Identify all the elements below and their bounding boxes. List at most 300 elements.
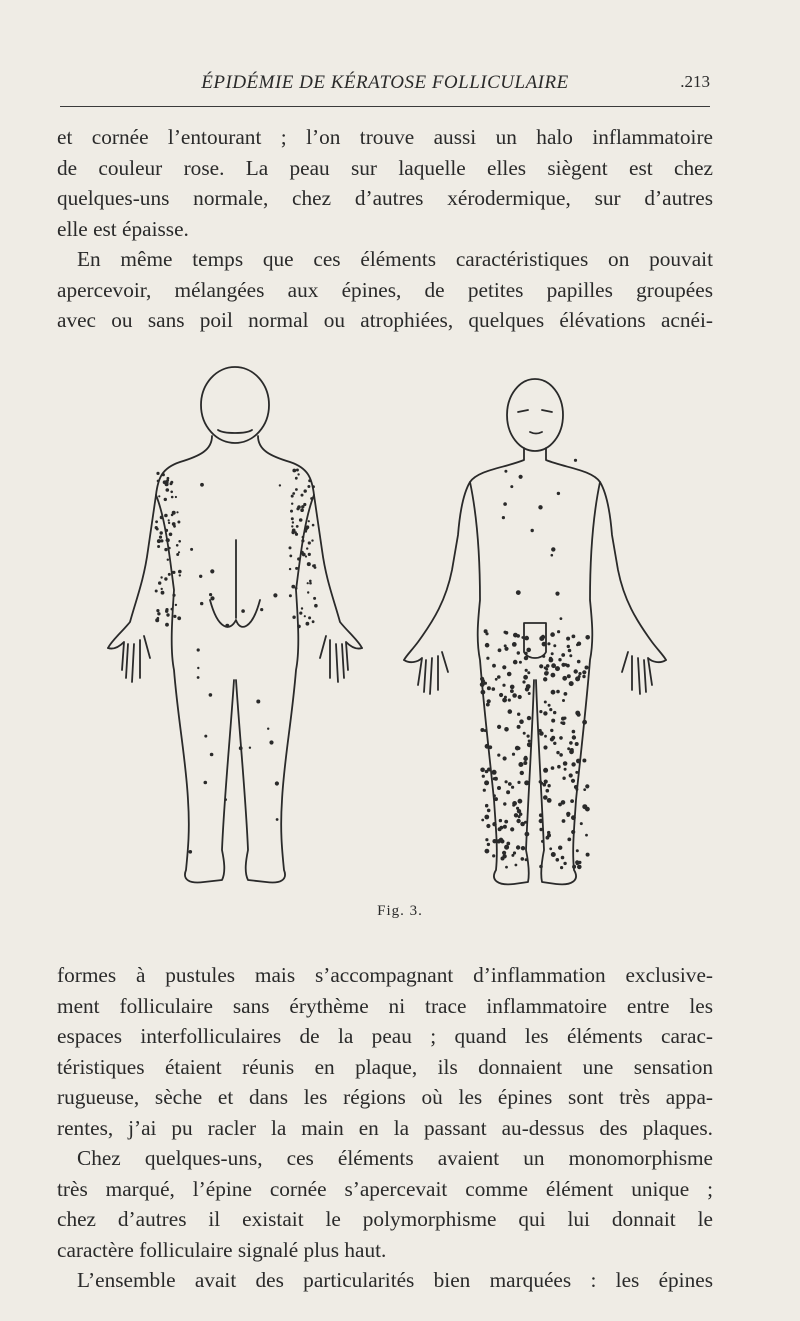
keratosis-dot — [571, 779, 575, 783]
keratosis-dot — [487, 843, 490, 846]
keratosis-dot — [197, 667, 199, 669]
keratosis-dot — [289, 594, 292, 597]
keratosis-dot — [308, 479, 311, 482]
keratosis-dot — [164, 498, 167, 501]
keratosis-dot — [575, 788, 578, 791]
keratosis-dot — [517, 781, 520, 784]
keratosis-dot — [210, 753, 214, 757]
keratosis-dot — [551, 663, 556, 668]
keratosis-dot — [502, 684, 505, 687]
running-head-title: ÉPIDÉMIE DE KÉRATOSE FOLLICULAIRE — [201, 72, 569, 93]
keratosis-dot — [512, 693, 517, 698]
text-line: formes à pustules mais s’accompagnant d’inflammation exclusive- — [57, 963, 713, 987]
keratosis-dot — [292, 469, 296, 473]
keratosis-dot — [306, 525, 310, 529]
keratosis-dot — [518, 695, 522, 699]
keratosis-dot — [166, 488, 170, 492]
text-line: de couleur rose. La peau sur laquelle elles siègent est chez — [57, 155, 713, 180]
keratosis-dot — [492, 822, 496, 826]
keratosis-dot — [542, 642, 547, 647]
keratosis-dot — [547, 784, 550, 787]
keratosis-dot — [301, 539, 304, 542]
keratosis-dot — [562, 699, 565, 702]
keratosis-dot — [558, 803, 562, 807]
keratosis-dot — [556, 751, 559, 754]
keratosis-dot — [585, 834, 588, 837]
keratosis-dot — [175, 604, 177, 606]
keratosis-dot — [307, 591, 309, 593]
keratosis-dot — [521, 846, 525, 850]
keratosis-dot — [164, 514, 168, 518]
keratosis-dot — [176, 511, 178, 513]
keratosis-dot — [308, 520, 310, 522]
keratosis-dot — [575, 771, 578, 774]
keratosis-dot — [157, 480, 160, 483]
keratosis-dot — [160, 516, 164, 520]
text-line: quelques-uns normale, chez d’autres xérodermique, sur d’autres — [57, 186, 713, 210]
keratosis-dot — [492, 770, 497, 775]
keratosis-dot — [572, 635, 576, 639]
keratosis-dot — [521, 857, 525, 861]
keratosis-dot — [523, 757, 528, 762]
keratosis-dot — [267, 728, 269, 730]
keratosis-dot — [172, 522, 176, 526]
keratosis-dot — [569, 741, 573, 745]
keratosis-dot — [249, 747, 251, 749]
keratosis-dot — [314, 604, 318, 608]
keratosis-dot — [562, 777, 565, 780]
keratosis-dot — [547, 798, 552, 803]
keratosis-dot — [160, 576, 162, 578]
keratosis-dot — [585, 635, 590, 640]
keratosis-dot — [505, 780, 508, 783]
keratosis-dot — [504, 696, 507, 699]
keratosis-dot — [485, 849, 490, 854]
keratosis-dot — [156, 528, 159, 531]
keratosis-dot — [481, 819, 484, 822]
keratosis-dot — [210, 596, 214, 600]
keratosis-dot — [576, 862, 580, 866]
keratosis-dot — [558, 658, 561, 661]
keratosis-dot — [171, 496, 174, 499]
keratosis-dot — [310, 497, 313, 500]
keratosis-dot — [295, 488, 298, 491]
keratosis-dot — [528, 692, 531, 695]
keratosis-dot — [556, 690, 560, 694]
keratosis-dot — [292, 521, 294, 523]
front-view-figure — [404, 379, 666, 884]
keratosis-dot — [485, 838, 488, 841]
keratosis-dot — [510, 485, 513, 488]
keratosis-dot — [210, 569, 214, 573]
keratosis-dot — [510, 827, 514, 831]
keratosis-dot — [575, 742, 579, 746]
keratosis-dot — [569, 773, 573, 777]
keratosis-dot — [571, 815, 576, 820]
keratosis-dot — [572, 735, 576, 739]
keratosis-dot — [544, 780, 548, 784]
keratosis-dot — [289, 555, 292, 558]
keratosis-dot — [561, 653, 565, 657]
keratosis-dot — [170, 482, 173, 485]
keratosis-dot — [197, 676, 200, 679]
keratosis-dot — [308, 541, 311, 544]
keratosis-dot — [495, 678, 498, 681]
keratosis-dot — [172, 594, 175, 597]
keratosis-dot — [546, 789, 550, 793]
keratosis-dot — [168, 522, 170, 524]
keratosis-dot — [480, 768, 485, 773]
paragraph — [57, 244, 713, 336]
page-number: .213 — [680, 72, 710, 91]
keratosis-dot — [504, 631, 507, 634]
keratosis-dot — [541, 840, 544, 843]
keratosis-dot — [503, 756, 507, 760]
keratosis-dot — [303, 503, 306, 506]
keratosis-dot — [510, 685, 515, 690]
keratosis-dot — [539, 819, 543, 823]
keratosis-dot — [484, 682, 487, 685]
keratosis-dot — [560, 721, 563, 724]
keratosis-dot — [168, 547, 171, 550]
keratosis-dot — [178, 540, 181, 543]
text-line: En même temps que ces éléments caractéristiques on pouvait — [77, 247, 713, 271]
keratosis-dot — [518, 799, 523, 804]
keratosis-dot — [574, 669, 578, 673]
keratosis-dot — [563, 862, 566, 865]
keratosis-dot — [508, 782, 512, 786]
keratosis-dot — [582, 675, 585, 678]
keratosis-dot — [291, 585, 295, 589]
keratosis-dot — [260, 608, 263, 611]
keratosis-dot — [577, 865, 582, 870]
keratosis-dot — [200, 483, 204, 487]
keratosis-dot — [557, 630, 560, 633]
keratosis-dot — [517, 651, 520, 654]
keratosis-dot — [524, 780, 529, 785]
keratosis-dot — [304, 489, 307, 492]
keratosis-dot — [157, 617, 160, 620]
keratosis-dot — [292, 529, 296, 533]
keratosis-dot — [539, 780, 542, 783]
keratosis-dot — [305, 530, 307, 532]
keratosis-dot — [224, 798, 227, 801]
keratosis-dot — [504, 644, 507, 647]
text-line: L’ensemble avait des particularités bien marquées : les épines — [77, 1268, 713, 1292]
keratosis-dot — [492, 839, 496, 843]
keratosis-dot — [548, 704, 551, 707]
keratosis-dot — [506, 790, 510, 794]
keratosis-dot — [301, 607, 303, 609]
keratosis-dot — [291, 495, 294, 498]
keratosis-dot — [543, 795, 548, 800]
keratosis-dot — [531, 529, 534, 532]
keratosis-dot — [487, 699, 491, 703]
keratosis-dot — [158, 495, 160, 497]
keratosis-dot — [166, 613, 169, 616]
keratosis-dot — [175, 496, 177, 498]
keratosis-dot — [493, 794, 496, 797]
keratosis-dot — [555, 592, 559, 596]
keratosis-dot — [519, 661, 522, 664]
keratosis-dot — [497, 839, 501, 843]
keratosis-dot — [585, 807, 590, 812]
keratosis-dot — [308, 616, 311, 619]
keratosis-dot — [567, 645, 570, 648]
keratosis-dot — [295, 477, 298, 480]
keratosis-dot — [516, 807, 519, 810]
keratosis-dot — [551, 766, 555, 770]
keratosis-dot — [551, 652, 554, 655]
keratosis-dot — [161, 588, 163, 590]
keratosis-dot — [492, 687, 496, 691]
keratosis-dot — [523, 761, 527, 765]
keratosis-dot — [522, 680, 525, 683]
keratosis-dot — [551, 690, 556, 695]
keratosis-dot — [518, 815, 521, 818]
keratosis-dot — [525, 652, 528, 655]
keratosis-dot — [516, 845, 520, 849]
text-block-top — [57, 122, 713, 336]
keratosis-dot — [502, 516, 505, 519]
keratosis-dot — [510, 689, 514, 693]
text-line: et cornée l’entourant ; l’on trouve aussi un halo inflammatoire — [57, 125, 713, 149]
keratosis-dot — [556, 858, 560, 862]
keratosis-dot — [575, 676, 580, 681]
keratosis-dot — [524, 656, 528, 660]
keratosis-dot — [511, 854, 514, 857]
keratosis-dot — [551, 719, 555, 723]
keratosis-dot — [289, 568, 291, 570]
keratosis-dot — [568, 649, 572, 653]
keratosis-dot — [172, 571, 175, 574]
keratosis-dot — [155, 520, 158, 523]
keratosis-dot — [525, 669, 528, 672]
keratosis-dot — [480, 728, 484, 732]
keratosis-dot — [292, 492, 295, 495]
keratosis-dot — [580, 822, 583, 825]
back-view-figure — [108, 367, 362, 883]
text-line: ment folliculaire sans érythème ni trace inflammatoire entre les — [57, 993, 713, 1018]
keratosis-dot — [289, 546, 292, 549]
keratosis-dot — [582, 670, 586, 674]
keratosis-dot — [525, 687, 529, 691]
keratosis-dot — [176, 553, 179, 556]
keratosis-dot — [577, 642, 581, 646]
keratosis-dot — [172, 511, 176, 515]
keratosis-dot — [575, 711, 580, 716]
keratosis-dot — [301, 494, 304, 497]
keratosis-dot — [204, 735, 207, 738]
keratosis-dot — [493, 777, 496, 780]
keratosis-dot — [487, 768, 491, 772]
keratosis-dot — [497, 786, 501, 790]
text-line: Chez quelques-uns, ces éléments avaient un monomorphisme — [77, 1146, 713, 1170]
keratosis-dot — [300, 508, 304, 512]
keratosis-dot — [273, 593, 277, 597]
keratosis-dot — [157, 539, 161, 543]
keratosis-dot — [516, 819, 520, 823]
keratosis-dot — [515, 864, 518, 867]
keratosis-dot — [543, 745, 547, 749]
keratosis-dot — [484, 780, 489, 785]
keratosis-dot — [570, 799, 574, 803]
keratosis-dot — [538, 729, 541, 732]
keratosis-dot — [312, 524, 315, 527]
keratosis-dot — [549, 847, 552, 850]
text-line: espaces interfolliculaires de la peau ; quand les éléments carac- — [57, 1024, 713, 1048]
keratosis-dot — [499, 819, 502, 822]
keratosis-dot — [239, 746, 243, 750]
keratosis-dot — [513, 633, 518, 638]
keratosis-dot — [518, 762, 523, 767]
keratosis-dot — [499, 693, 503, 697]
keratosis-dot — [524, 636, 529, 641]
keratosis-dot — [307, 582, 309, 584]
keratosis-dot — [313, 597, 316, 600]
paragraph — [57, 1265, 713, 1296]
keratosis-dot — [165, 529, 168, 532]
keratosis-dot — [569, 681, 574, 686]
keratosis-dot — [543, 677, 547, 681]
keratosis-dot — [155, 590, 158, 593]
keratosis-dot — [291, 517, 294, 520]
keratosis-dot — [516, 590, 521, 595]
text-block-bottom — [57, 960, 713, 1296]
keratosis-dot — [501, 857, 505, 861]
keratosis-dot — [300, 551, 304, 555]
keratosis-dot — [572, 865, 576, 869]
keratosis-dot — [544, 701, 547, 704]
keratosis-dot — [299, 518, 303, 522]
keratosis-dot — [503, 825, 507, 829]
keratosis-dot — [508, 709, 513, 714]
keratosis-dot — [525, 832, 530, 837]
keratosis-dot — [553, 644, 556, 647]
keratosis-dot — [526, 648, 531, 653]
keratosis-dot — [241, 609, 245, 613]
keratosis-dot — [527, 742, 532, 747]
keratosis-dot — [497, 675, 501, 679]
keratosis-dot — [504, 727, 509, 732]
keratosis-dot — [165, 480, 169, 484]
keratosis-dot — [542, 655, 545, 658]
keratosis-dot — [583, 788, 586, 791]
keratosis-dot — [304, 615, 306, 617]
keratosis-dot — [508, 699, 511, 702]
keratosis-dot — [564, 692, 568, 696]
keratosis-dot — [514, 813, 518, 817]
keratosis-dot — [481, 690, 486, 695]
keratosis-dot — [204, 781, 208, 785]
text-line: téristiques étaient réunis en plaque, ils donnaient une sensation — [57, 1054, 713, 1079]
keratosis-dot — [159, 536, 162, 539]
keratosis-dot — [511, 786, 514, 789]
keratosis-dot — [168, 573, 171, 576]
keratosis-dot — [557, 492, 560, 495]
keratosis-dot — [562, 819, 566, 823]
keratosis-dot — [527, 716, 531, 720]
keratosis-dot — [166, 539, 169, 542]
keratosis-dot — [309, 582, 312, 585]
keratosis-dot — [487, 686, 491, 690]
keratosis-dot — [543, 768, 548, 773]
keratosis-dot — [504, 845, 509, 850]
keratosis-dot — [549, 708, 552, 711]
keratosis-dot — [519, 719, 524, 724]
keratosis-dot — [306, 622, 310, 626]
keratosis-dot — [177, 616, 181, 620]
keratosis-dot — [178, 551, 180, 553]
keratosis-dot — [177, 521, 180, 524]
keratosis-dot — [572, 730, 576, 734]
keratosis-dot — [276, 818, 279, 821]
keratosis-dot — [546, 671, 549, 674]
keratosis-dot — [551, 852, 556, 857]
keratosis-dot — [190, 548, 193, 551]
keratosis-dot — [555, 666, 560, 671]
keratosis-dot — [527, 735, 530, 738]
keratosis-dot — [519, 475, 523, 479]
keratosis-dot — [574, 459, 577, 462]
body-figure-illustration — [100, 360, 680, 905]
keratosis-dot — [164, 548, 167, 551]
keratosis-dot — [551, 547, 555, 551]
keratosis-dot — [269, 740, 273, 744]
keratosis-dot — [559, 753, 563, 757]
keratosis-dot — [306, 547, 308, 549]
keratosis-dot — [497, 725, 501, 729]
keratosis-dot — [528, 740, 531, 743]
keratosis-dot — [576, 849, 579, 852]
keratosis-dot — [296, 507, 299, 510]
keratosis-dot — [557, 765, 561, 769]
keratosis-dot — [209, 693, 213, 697]
keratosis-dot — [538, 505, 542, 509]
keratosis-dot — [523, 675, 528, 680]
keratosis-dot — [567, 747, 570, 750]
keratosis-dot — [521, 636, 524, 639]
keratosis-dot — [492, 664, 496, 668]
text-line: rugueuse, sèche et dans les régions où les épines sont très appa- — [57, 1085, 713, 1109]
keratosis-dot — [558, 846, 562, 850]
keratosis-dot — [485, 643, 490, 648]
keratosis-dot — [560, 617, 563, 620]
keratosis-dot — [291, 503, 293, 505]
keratosis-dot — [569, 749, 574, 754]
keratosis-dot — [539, 828, 542, 831]
keratosis-dot — [567, 814, 570, 817]
keratosis-dot — [545, 668, 548, 671]
keratosis-dot — [517, 725, 521, 729]
keratosis-dot-pattern — [155, 459, 590, 870]
keratosis-dot — [571, 762, 575, 766]
keratosis-dot — [256, 700, 260, 704]
keratosis-dot — [502, 665, 506, 669]
keratosis-dot — [225, 624, 229, 628]
keratosis-dot — [485, 744, 490, 749]
keratosis-dot — [513, 660, 518, 665]
keratosis-dot — [567, 674, 571, 678]
text-line: rentes, j’ai pu racler la main en la passant au-dessus des plaques. — [57, 1115, 713, 1140]
keratosis-dot — [512, 753, 515, 756]
keratosis-dot — [539, 664, 543, 668]
keratosis-dot — [550, 729, 553, 732]
header-rule — [60, 106, 710, 107]
text-line: avec ou sans poil normal ou atrophiées, quelques élévations acnéi- — [57, 308, 713, 332]
keratosis-dot — [546, 664, 550, 668]
keratosis-dot — [179, 574, 181, 576]
